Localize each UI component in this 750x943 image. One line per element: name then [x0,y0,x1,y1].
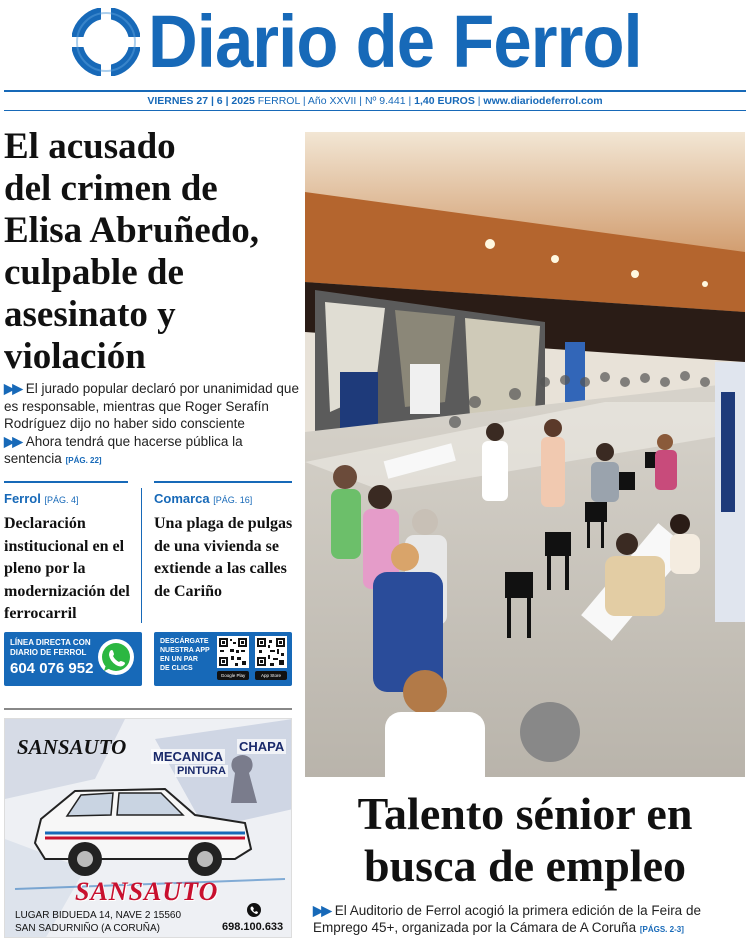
app-box-line: DESCÁRGATE [160,638,209,645]
comarca-headline: Una plaga de pulgas de una vivienda se extiende a las calles de Cariño [154,515,293,600]
app-download-box[interactable] [154,632,292,686]
page-ref: [PÁG. 16] [213,495,253,505]
bullet-arrow-icon: ▶▶ [313,903,330,918]
ad-phone[interactable]: 698.100.633 [222,921,284,933]
app-box-line: EN UN PAR [160,656,198,663]
feature-headline[interactable] [305,788,745,892]
whatsapp-line: DIARIO DE FERROL [10,648,87,657]
whatsapp-icon [96,637,136,677]
ad-address-line: SAN SADURNIÑO (A CORUÑA) [15,923,161,934]
section-name: Ferrol [4,491,41,506]
app-store-badge[interactable]: App Store [255,671,287,680]
section-divider [141,488,142,623]
bullet-arrow-icon: ▶▶ [4,433,21,449]
masthead-title[interactable]: Diario de Ferrol [148,0,642,83]
headline-line: culpable de [4,252,184,293]
dateline: VIERNES 27 | 6 | 2025 FERROL | Año XXVII | Nº 9.441 | 1,40 EUROS | www.diariodeferrol.com [147,95,603,107]
ad-divider [4,708,292,710]
headline-line: violación [4,336,146,377]
section-comarca[interactable] [154,491,294,603]
whatsapp-line: LÍNEA DIRECTA CON [10,638,91,647]
issue-date: VIERNES 27 | 6 | 2025 [147,95,255,107]
issue-year: Año XXVII [307,95,357,107]
ad-address-line: LUGAR BIDUEDA 14, NAVE 2 15560 [15,910,182,921]
masthead-rule-top [4,90,746,92]
main-headline[interactable] [4,126,300,378]
headline-line: El acusado [4,126,176,167]
newspaper-logo-icon [72,8,140,76]
ad-big-brand: SANSAUTO [75,877,219,906]
feature-headline-line: busca de empleo [364,840,686,891]
ad-service-pintura: PINTURA [177,765,226,777]
page-ref[interactable]: [PÁGS. 2-3] [639,925,684,934]
masthead-rule-bottom [4,110,746,111]
qr-code-icon[interactable] [255,636,287,668]
headline-line: asesinato y [4,294,176,335]
main-story-lead: ▶▶ El jurado popular declaró por unanimidad que es responsable, mientras que Roger Serafín Rodríguez dijo no haber sido consciente ▶▶ Ahora tendrá que hacerse pública la sentencia [PÁG. 22] [4,381,299,466]
section-name: Comarca [154,491,210,506]
job-fair-photo-illustration [305,132,745,777]
app-box-line: NUESTRA APP [160,647,210,654]
google-play-badge[interactable]: Google Play [217,671,249,680]
issue-number: Nº 9.441 [364,95,406,107]
ad-brand: SANSAUTO [17,735,127,759]
job-fair-photo[interactable] [305,132,745,777]
headline-line: Elisa Abruñedo, [4,210,259,251]
whatsapp-phone: 604 076 952 [10,660,94,677]
ferrol-headline: Declaración institucional en el pleno por la modernización del ferrocarril [4,515,130,622]
sansauto-advertisement[interactable] [4,718,292,938]
bullet-arrow-icon: ▶▶ [4,381,21,396]
section-ferrol[interactable] [4,491,134,626]
section-rule [4,481,128,483]
issue-price: 1,40 EUROS [414,95,475,107]
page-ref[interactable]: [PÁG. 22] [65,456,102,465]
ad-service-mecanica: MECANICA [153,749,224,764]
qr-code-icon[interactable] [217,636,249,668]
phone-icon [247,903,261,917]
whatsapp-box[interactable] [4,632,142,686]
feature-lead: ▶▶ El Auditorio de Ferrol acogió la primera edición de la Feira de Emprego 45+, organizada por la Cámara de A Coruña [PÁGS. 2-3] [313,903,701,935]
website-link[interactable]: www.diariodeferrol.com [483,95,603,107]
app-box-line: DE CLICS [160,665,193,672]
page-ref: [PÁG. 4] [44,495,79,505]
issue-city: FERROL [257,95,300,107]
section-rule [154,481,292,483]
ad-address [15,909,181,935]
feature-headline-line: Talento sénior en [357,788,693,839]
ad-service-chapa: CHAPA [239,739,285,754]
headline-line: del crimen de [4,168,218,209]
